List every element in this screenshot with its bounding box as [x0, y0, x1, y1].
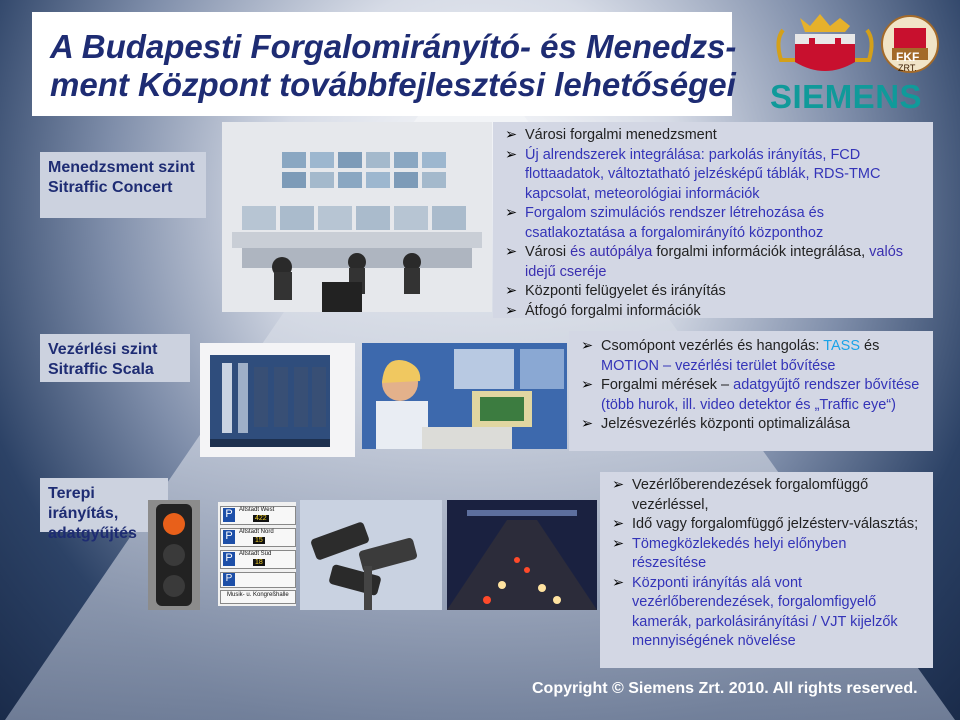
list-item-text: Jelzésvezérlés központi optimalizálása	[601, 416, 851, 432]
list-item-text: Átfogó forgalmi információk	[525, 302, 701, 319]
parking-sign-row	[220, 590, 296, 604]
parking-sign-label: Altstadt Süd	[239, 551, 272, 557]
list-item-text: forgalmi információk integrálása,	[652, 244, 870, 260]
page-title	[50, 28, 736, 104]
list-item-text: Városi	[525, 244, 571, 260]
list-item	[612, 574, 921, 652]
list-item	[612, 515, 921, 535]
control-room-photo	[222, 122, 492, 312]
parking-sign-row: P Altstadt Süd 18	[220, 550, 296, 569]
list-item	[612, 535, 921, 574]
siemens-logo: SIEMENS	[770, 78, 923, 115]
list-item-text: Forgalom szimulációs rendszer létrehozása és csatlakoztatása a forgalomirányító központhoz	[525, 205, 824, 241]
traffic-light-photo	[148, 500, 200, 610]
title-line-1: A Budapesti Forgalomirányító- és Menedzs-	[50, 28, 737, 65]
list-item	[581, 337, 921, 376]
level-label-line: Sitraffic Scala	[48, 361, 154, 378]
list-item-text: Városi forgalmi menedzsment	[525, 127, 717, 143]
list-item-text: és	[860, 338, 880, 354]
cameras-photo	[300, 500, 442, 610]
field-panel	[600, 472, 933, 668]
parking-sign-row: P Altstadt West 422	[220, 506, 296, 525]
parking-sign-row: P	[220, 572, 296, 588]
management-panel	[493, 122, 933, 318]
parking-signs-photo	[218, 502, 296, 606]
level-label-line: Sitraffic Concert	[48, 179, 173, 196]
list-item-text: Vezérlőberendezések forgalomfüggő vezérléssel,	[632, 477, 869, 513]
parking-sign-label: Altstadt West	[239, 507, 275, 513]
control-panel	[569, 331, 933, 451]
list-item	[505, 146, 921, 205]
parking-sign-label: Altstadt Nord	[239, 529, 274, 535]
parking-sign-row: P Altstadt Nord 15	[220, 528, 296, 547]
list-item-text: Tömegközlekedés helyi előnyben részesítése	[632, 535, 847, 571]
level-label-control	[40, 334, 190, 382]
highway-night-photo	[447, 500, 597, 610]
list-item	[612, 476, 921, 515]
list-item-text: Csomópont vezérlés és hangolás:	[601, 338, 824, 354]
list-item-text: adatgyűjtő rendszer bővítése (több hurok, ill. video detektor és „Traffic eye“)	[601, 377, 920, 413]
controller-cabinet-photo	[200, 343, 355, 457]
parking-sign-count: 422	[255, 515, 267, 522]
list-item-text: Új alrendszerek integrálása: parkolás irányítás, FCD flottaadatok, változtatható jelzésképű táblák, RDS-TMC kapcsolat, meteorológiai információk	[525, 146, 881, 202]
list-item	[581, 415, 921, 435]
fkf-text: FKF	[896, 50, 920, 64]
level-label-management	[40, 152, 206, 218]
parking-sign-count: 18	[255, 559, 263, 566]
list-item-text: MOTION – vezérlési terület bővítése	[601, 357, 836, 374]
fkf-subtext: ZRT.	[898, 63, 917, 73]
list-item	[581, 376, 921, 415]
level-label-line: Terepi irányítás,	[48, 485, 119, 522]
list-item-text: Forgalmi mérések –	[601, 377, 734, 393]
list-item-text: Központi felügyelet és irányítás	[525, 283, 726, 299]
level-label-line: Vezérlési szint	[48, 341, 158, 358]
copyright-notice: Copyright © Siemens Zrt. 2010. All rights reserved.	[532, 680, 918, 697]
level-label-line: Menedzsment szint	[48, 159, 195, 176]
list-item	[505, 126, 921, 146]
operator-photo	[362, 343, 567, 449]
list-item-text: TASS	[823, 338, 860, 354]
list-item	[505, 282, 921, 302]
list-item-text: Központi irányítás alá vont vezérlőberendezések, forgalomfigyelő kamerák, parkolásirányítási / VJT kijelzők mennyiségének növelése	[632, 574, 898, 649]
parking-sign-count: 15	[255, 537, 263, 544]
parking-sign-label: Musik- u. Kongreßhalle	[227, 592, 289, 598]
list-item	[505, 302, 921, 322]
list-item	[505, 204, 921, 243]
title-line-2: ment Központ továbbfejlesztési lehetőségei	[50, 66, 736, 103]
list-item-text: Idő vagy forgalomfüggő jelzésterv-választás;	[632, 516, 919, 532]
list-item	[505, 243, 921, 282]
level-label-line: adatgyűjtés	[48, 525, 137, 542]
list-item-text: és autópálya	[570, 244, 653, 260]
list-item-text: valós idejű cseréje	[525, 244, 904, 280]
